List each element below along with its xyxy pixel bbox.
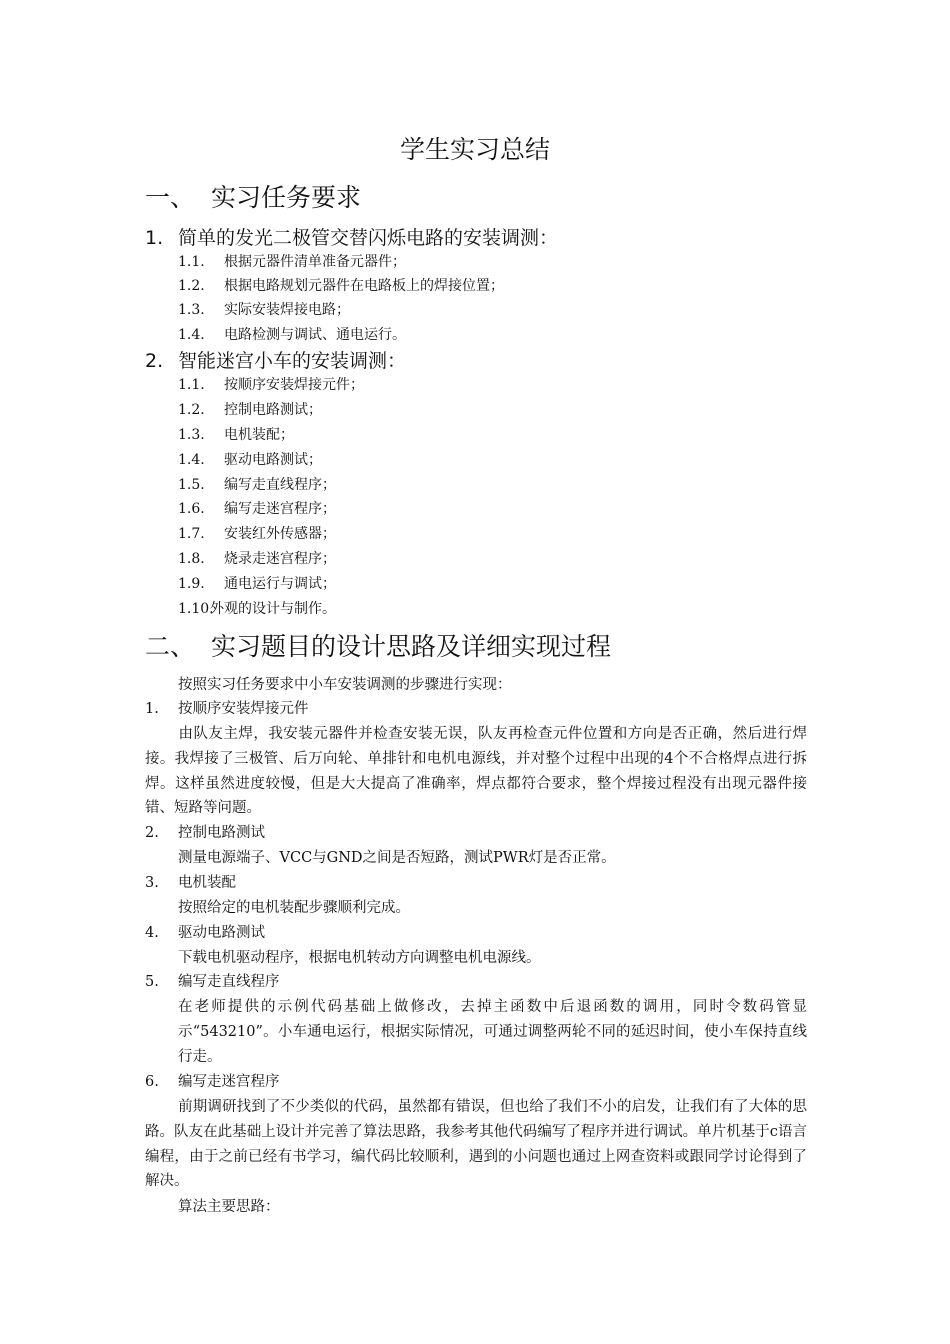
item-number: 1.10. <box>178 601 214 617</box>
step-title: 控制电路测试 <box>178 825 265 841</box>
item-number: 1.3. <box>178 302 205 318</box>
item-text: 烧录走迷宫程序； <box>224 551 336 567</box>
task2-item <box>178 424 294 446</box>
item-text: 按顺序安装焊接元件； <box>224 377 364 393</box>
step-title: 电机装配 <box>178 875 236 891</box>
paragraph-text: 前期调研找到了不少类似的代码，虽然都有错误，但也给了我们不小的启发，让我们有了大体的思路。队友在此基础上设计并完善了算法思路，我参考其他代码编写了程序并进行调试。单片机基于c语言编程，由于之前已经有书学习，编代码比较顺利，遇到的小问题也通过上网查资料或跟同学讨论得到了解决。 <box>145 1099 807 1190</box>
document-title: 学生实习总结 <box>399 135 550 164</box>
task2-item <box>178 548 336 570</box>
step-title: 编写走直线程序 <box>178 974 280 990</box>
step-title: 编写走迷宫程序 <box>178 1074 280 1090</box>
task2-item <box>178 523 336 545</box>
task1-title: 简单的发光二极管交替闪烁电路的安装调测： <box>178 227 559 249</box>
item-text: 通电运行与调试； <box>224 576 336 592</box>
task2-number: 2. <box>145 350 164 372</box>
item-number: 1.9. <box>178 576 205 592</box>
task1-number: 1. <box>145 227 164 249</box>
item-text: 驱动电路测试； <box>224 452 322 468</box>
item-number: 1.4. <box>178 452 205 468</box>
item-number: 1.4. <box>178 327 205 343</box>
item-number: 1.1. <box>178 254 205 270</box>
paragraph-text: 由队友主焊，我安装元器件并检查安装无误，队友再检查元件位置和方向是否正确，然后进行焊接。我焊接了三极管、后万向轮、单排针和电机电源线，并对整个过程中出现的4个不合格焊点进行拆焊。这样虽然进度较慢，但是大大提高了准确率，焊点都符合要求，整个焊接过程没有出现元器件接错、短路等问题。 <box>145 726 807 817</box>
step-heading <box>145 1070 280 1094</box>
item-text: 根据电路规划元器件在电路板上的焊接位置； <box>224 278 504 294</box>
task1-item <box>178 324 406 346</box>
step-number: 1. <box>145 701 159 717</box>
task2-item <box>178 399 322 421</box>
item-number: 1.1. <box>178 377 205 393</box>
step4-body: 下载电机驱动程序，根据电机转动方向调整电机电源线。 <box>178 950 541 966</box>
step-title: 驱动电路测试 <box>178 925 265 941</box>
item-text: 外观的设计与制作。 <box>210 601 336 617</box>
task1-item <box>178 299 350 321</box>
step-heading <box>145 921 265 945</box>
item-number: 1.7. <box>178 526 205 542</box>
item-text: 电路检测与调试、通电运行。 <box>224 327 406 343</box>
item-number: 1.2. <box>178 402 205 418</box>
step-heading <box>145 970 280 994</box>
task1-item <box>178 251 406 273</box>
task1-heading <box>145 225 558 251</box>
step-heading <box>145 871 236 895</box>
item-number: 1.3. <box>178 427 205 443</box>
item-text: 根据元器件清单准备元器件； <box>224 254 406 270</box>
section2-number: 二、 <box>145 632 196 661</box>
step1-body <box>145 722 807 821</box>
section2-title: 实习题目的设计思路及详细实现过程 <box>211 632 612 661</box>
task2-item <box>178 598 336 620</box>
section2-intro: 按照实习任务要求中小车安装调测的步骤进行实现： <box>178 677 512 693</box>
section1-heading <box>145 180 361 216</box>
task1-item <box>178 275 504 297</box>
step-number: 4. <box>145 925 159 941</box>
item-number: 1.8. <box>178 551 205 567</box>
item-text: 安装红外传感器； <box>224 526 336 542</box>
item-text: 编写走直线程序； <box>224 477 336 493</box>
step-heading <box>145 821 265 845</box>
item-number: 1.2. <box>178 278 205 294</box>
item-text: 电机装配； <box>224 427 294 443</box>
step6-body <box>145 1095 807 1194</box>
task2-item <box>178 474 336 496</box>
section2-heading <box>145 629 611 665</box>
section1-title: 实习任务要求 <box>211 183 362 212</box>
item-number: 1.6. <box>178 501 205 517</box>
item-text: 控制电路测试； <box>224 402 322 418</box>
step-heading <box>145 697 309 721</box>
step-number: 2. <box>145 825 159 841</box>
item-text: 编写走迷宫程序； <box>224 501 336 517</box>
section1-number: 一、 <box>145 183 196 212</box>
step3-body: 按照给定的电机装配步骤顺利完成。 <box>178 900 410 916</box>
task2-item <box>178 374 364 396</box>
step-number: 3. <box>145 875 159 891</box>
item-number: 1.5. <box>178 477 205 493</box>
step-number: 6. <box>145 1074 159 1090</box>
task2-title: 智能迷宫小车的安装调测： <box>178 350 407 372</box>
task2-item <box>178 449 322 471</box>
step-number: 5. <box>145 974 159 990</box>
task2-heading <box>145 348 406 374</box>
step5-body: 在老师提供的示例代码基础上做修改，去掉主函数中后退函数的调用，同时令数码管显示“543210”。小车通电运行，根据实际情况，可通过调整两轮不同的延迟时间，使小车保持直线行走。 <box>178 999 807 1065</box>
task2-item <box>178 498 336 520</box>
task2-item <box>178 573 336 595</box>
step-title: 按顺序安装焊接元件 <box>178 701 309 717</box>
step2-body: 测量电源端子、VCC与GND之间是否短路，测试PWR灯是否正常。 <box>178 850 616 866</box>
algorithm-label: 算法主要思路： <box>178 1199 280 1215</box>
item-text: 实际安装焊接电路； <box>224 302 350 318</box>
